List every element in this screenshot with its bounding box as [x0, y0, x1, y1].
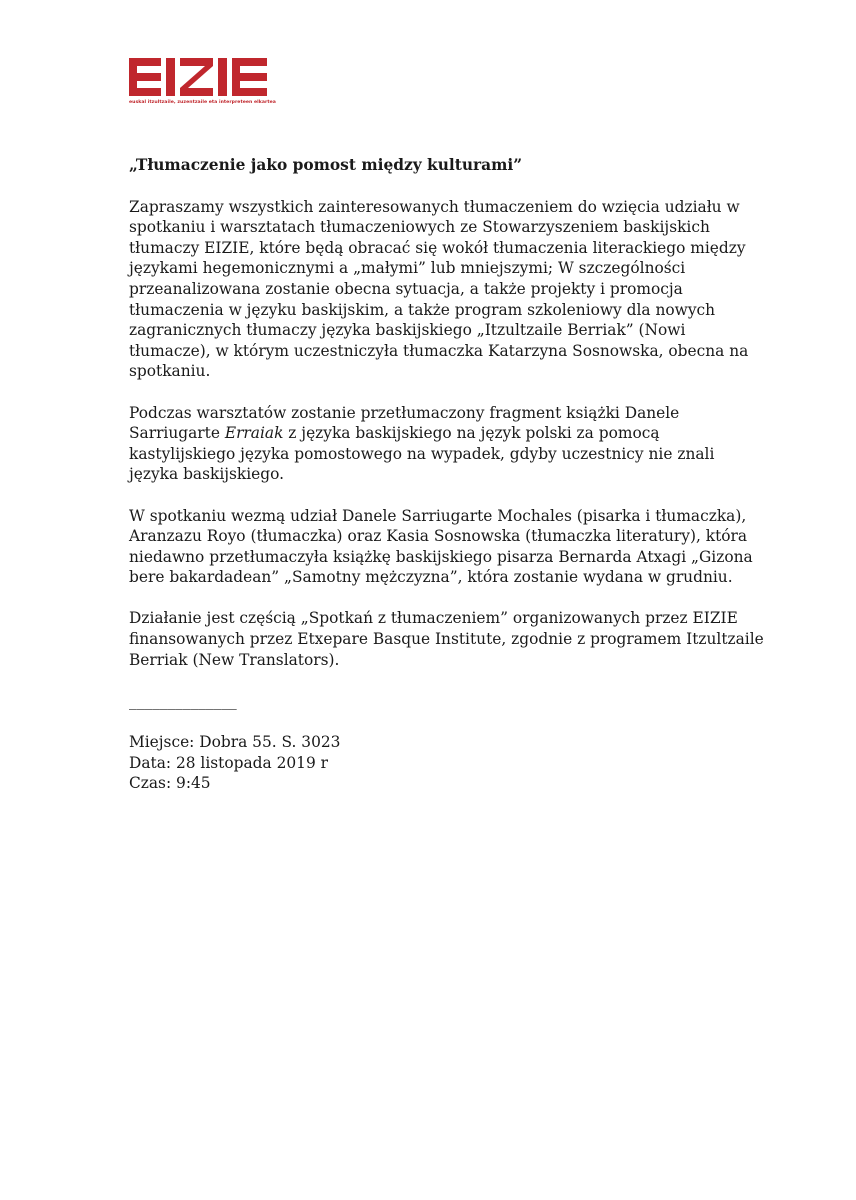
- text-line: spotkaniu i warsztatach tłumaczeniowych ze Stowarzyszeniem baskijskich: [129, 218, 710, 237]
- text-line: Podczas warsztatów zostanie przetłumaczony fragment książki Danele: [129, 403, 680, 422]
- event-date: Data: 28 listopada 2019 r: [129, 753, 328, 772]
- text-line: przeanalizowana zostanie obecna sytuacja, a także projekty i promocja: [129, 279, 683, 298]
- text-line: tłumaczenia w języku baskijskim, a także program szkoleniowy dla nowych: [129, 300, 716, 319]
- text-segment: Sarriugarte: [129, 424, 225, 443]
- paragraph-invitation: [129, 197, 749, 382]
- eizie-wordmark-icon: [129, 58, 267, 96]
- text-line: Aranzazu Royo (tłumaczka) oraz Kasia Sosnowska (tłumaczka literatury), która: [129, 527, 748, 546]
- text-line: tłumaczy EIZIE, które będą obracać się wokół tłumaczenia literackiego między: [129, 238, 746, 257]
- paragraph-participants: [129, 506, 753, 588]
- separator-line: ______________: [129, 691, 237, 710]
- text-line: Działanie jest częścią „Spotkań z tłumaczeniem” organizowanych przez EIZIE: [129, 609, 738, 628]
- event-time: Czas: 9:45: [129, 774, 211, 793]
- text-line: niedawno przetłumaczyła książkę baskijskiego pisarza Bernarda Atxagi „Gizona: [129, 547, 753, 566]
- paragraph-funding: [129, 608, 764, 670]
- paragraph-workshop: [129, 403, 739, 485]
- text-line: spotkaniu.: [129, 362, 211, 381]
- text-line: językami hegemonicznymi a „małymi” lub mniejszymi; W szczególności: [129, 259, 686, 278]
- event-place: Miejsce: Dobra 55. S. 3023: [129, 733, 341, 752]
- text-line: tłumacze), w którym uczestniczyła tłumaczka Katarzyna Sosnowska, obecna na: [129, 341, 749, 360]
- document-title: „Tłumaczenie jako pomost między kulturami”: [129, 156, 523, 174]
- text-segment: z języka baskijskiego na język polski za pomocą: [283, 424, 660, 443]
- text-line: Berriak (New Translators).: [129, 650, 340, 669]
- text-line: [129, 423, 739, 444]
- text-line: W spotkaniu wezmą udział Danele Sarriugarte Mochales (pisarka i tłumaczka),: [129, 506, 747, 525]
- text-line: kastylijskiego języka pomostowego na wypadek, gdyby uczestnicy nie znali: [129, 444, 715, 463]
- logo-tagline: euskal itzultzaile, zuzentzaile eta interpreteen elkartea: [129, 100, 276, 105]
- text-line: finansowanych przez Etxepare Basque Institute, zgodnie z programem Itzultzaile: [129, 630, 764, 649]
- book-title: Erraiak: [224, 424, 284, 443]
- text-line: bere bakardadean” „Samotny mężczyzna”, która zostanie wydana w grudniu.: [129, 568, 733, 587]
- event-details: [129, 732, 739, 794]
- text-line: Zapraszamy wszystkich zainteresowanych tłumaczeniem do wzięcia udziału w: [129, 197, 740, 216]
- document-body: [129, 155, 764, 794]
- text-line: języka baskijskiego.: [129, 465, 285, 484]
- eizie-logo: [129, 58, 276, 105]
- text-line: zagranicznych tłumaczy języka baskijskiego „Itzultzaile Berriak” (Nowi: [129, 321, 686, 340]
